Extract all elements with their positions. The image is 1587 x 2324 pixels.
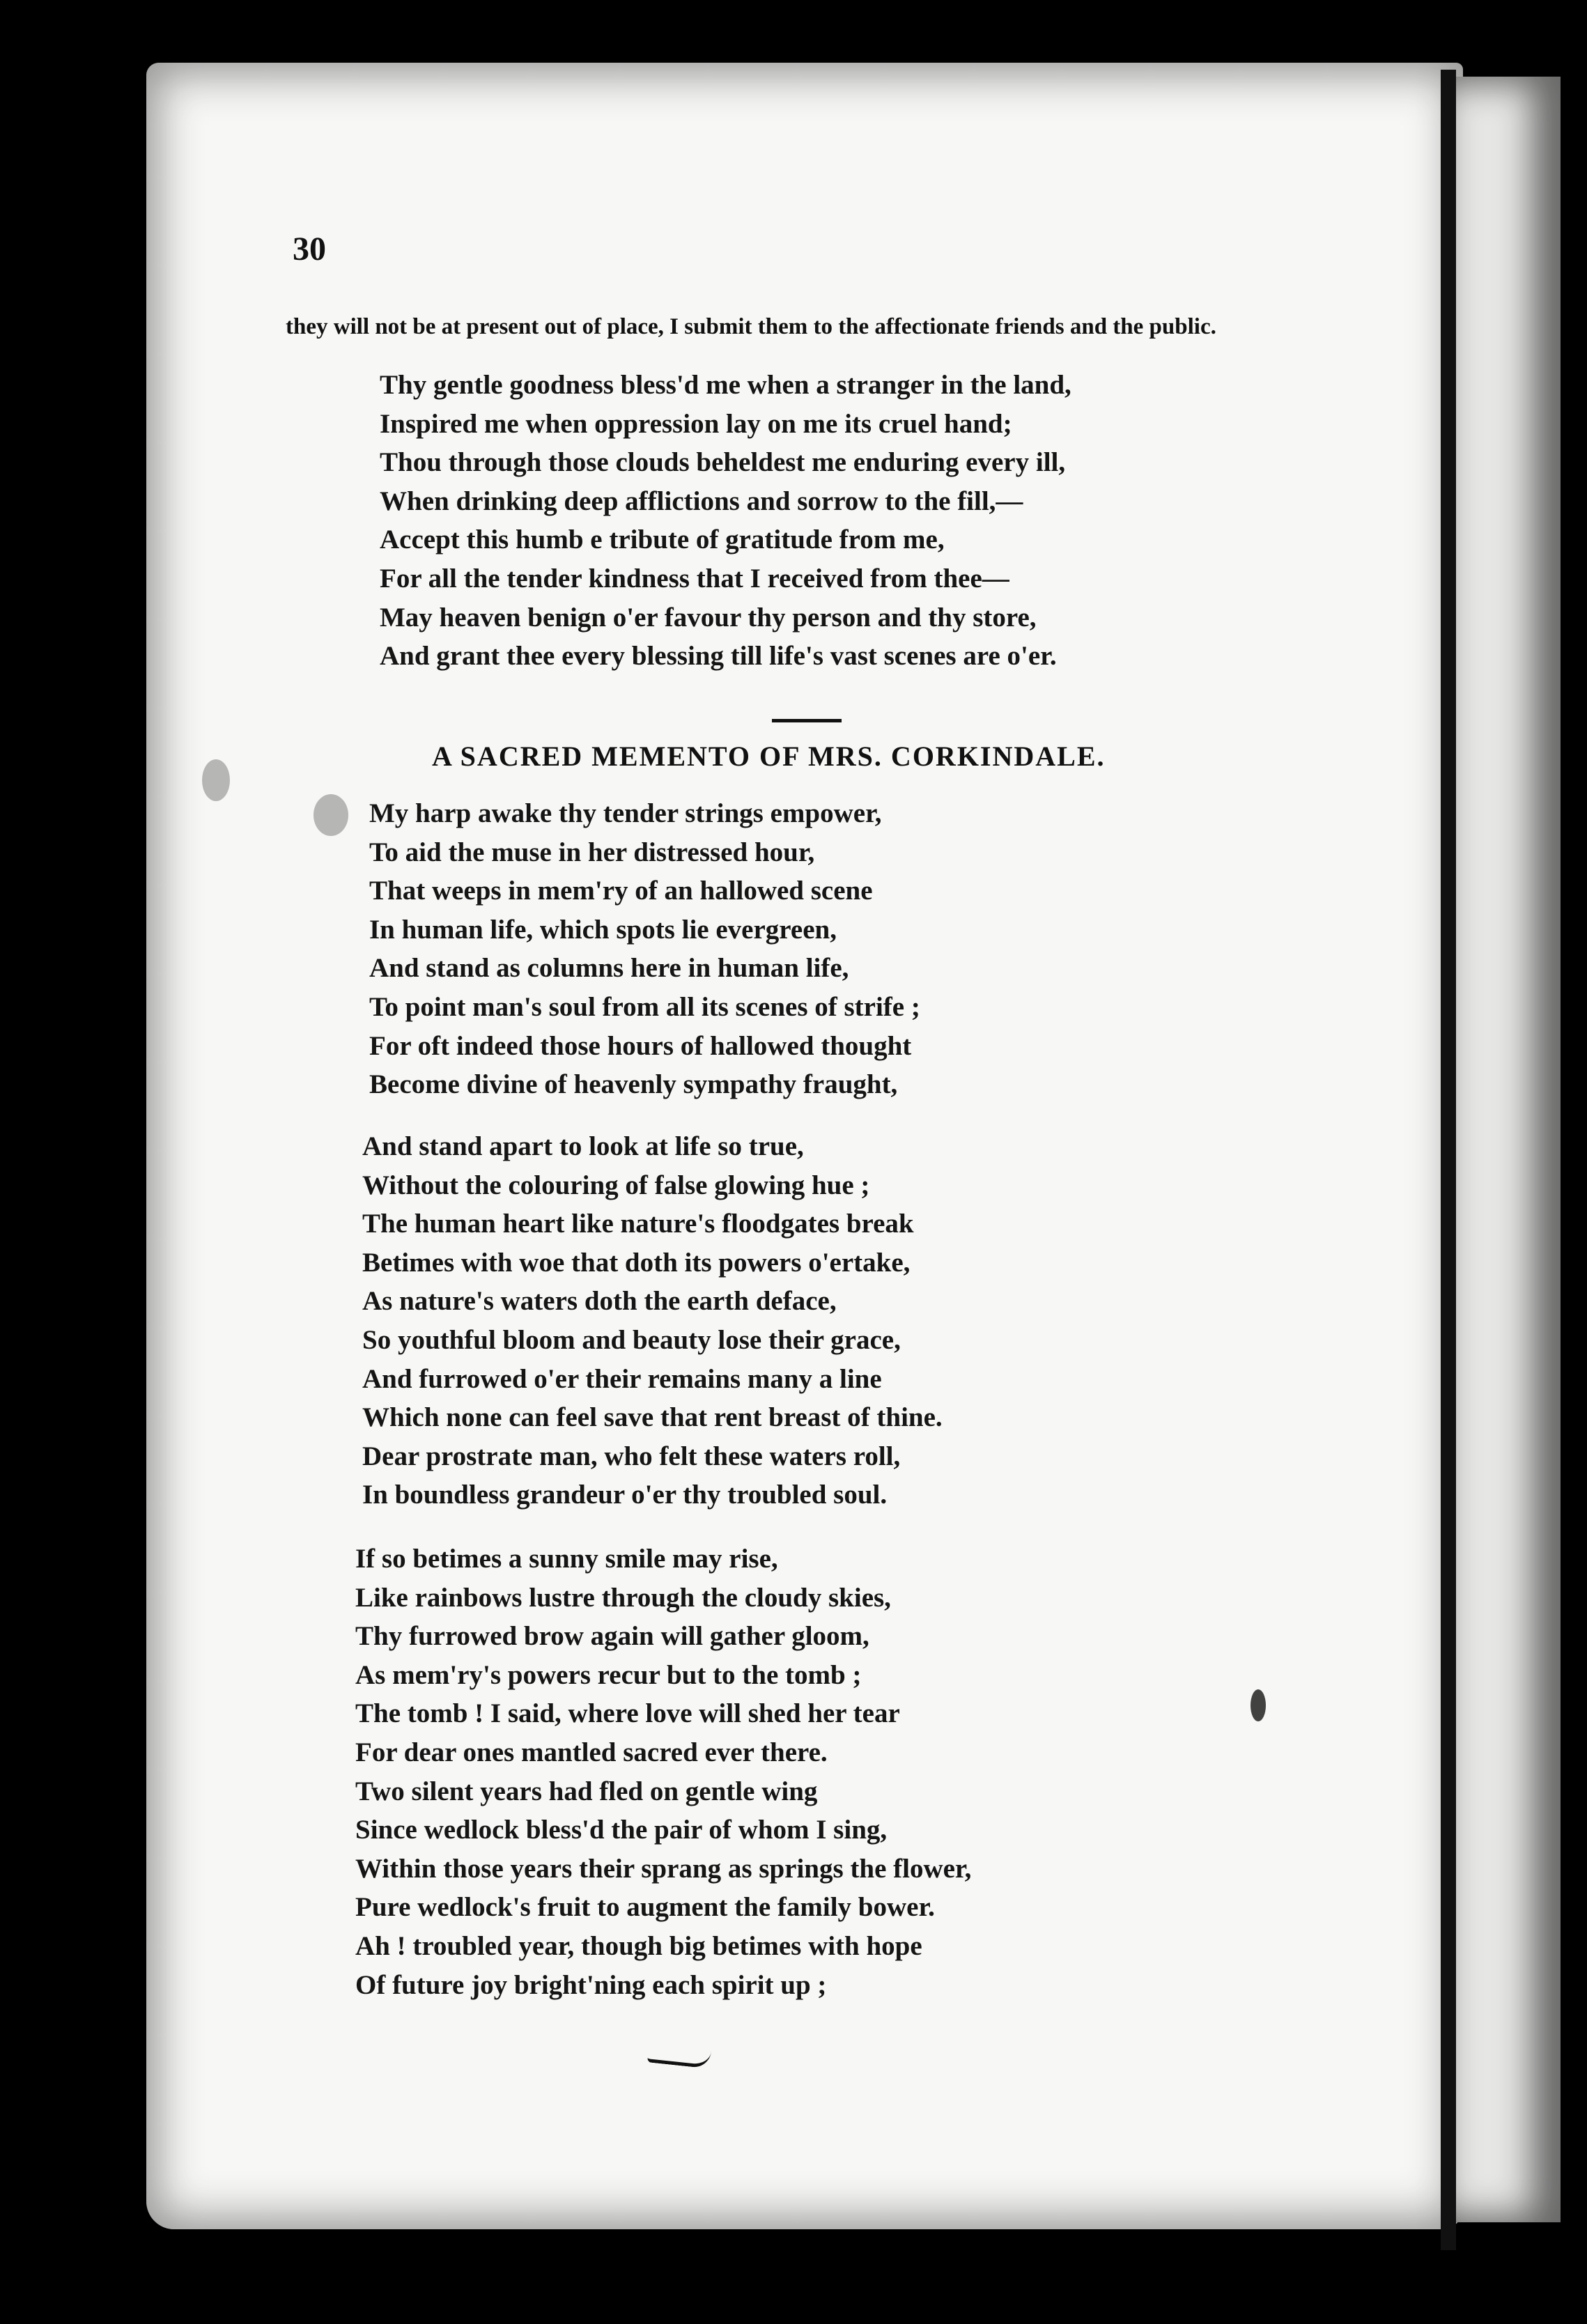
poem-line: And furrowed o'er their remains many a line	[362, 1363, 882, 1394]
poem-line: To point man's soul from all its scenes of strife ;	[369, 991, 920, 1022]
poem-line: In boundless grandeur o'er thy troubled soul.	[362, 1480, 888, 1510]
poem-line: Pure wedlock's fruit to augment the family bower.	[355, 1892, 935, 1923]
poem-line: The tomb ! I said, where love will shed her tear	[355, 1698, 900, 1729]
poem-title: A SACRED MEMENTO OF MRS. CORKINDALE.	[432, 741, 1106, 772]
poem-line: Thy gentle goodness bless'd me when a stranger in the land,	[380, 370, 1071, 400]
poem-line: Inspired me when oppression lay on me its cruel hand;	[380, 408, 1012, 439]
poem-line: As mem'ry's powers recur but to the tomb ;	[355, 1659, 862, 1690]
ink-smudge	[313, 794, 348, 836]
poem-line: Two silent years had fled on gentle wing	[355, 1776, 818, 1806]
intro-paragraph: they will not be at present out of place, I submit them to the affectionate friends and the public.	[286, 314, 1216, 339]
facing-page-edge	[1456, 77, 1561, 2222]
poem-stanza-3	[355, 1540, 971, 2004]
poem-stanza-1	[369, 794, 920, 1104]
poem-line: For all the tender kindness that I received from thee—	[380, 563, 1009, 594]
ink-smudge	[202, 759, 230, 801]
poem-line: Dear prostrate man, who felt these waters roll,	[362, 1441, 901, 1471]
poem-line: And stand apart to look at life so true,	[362, 1131, 804, 1161]
poem-line: For oft indeed those hours of hallowed thought	[369, 1030, 912, 1061]
poem-line: So youthful bloom and beauty lose their grace,	[362, 1324, 901, 1355]
poem-line: Accept this humb e tribute of gratitude from me,	[380, 525, 945, 555]
poem-line: Of future joy bright'ning each spirit up ;	[355, 1969, 827, 2000]
poem-line: Within those years their sprang as springs the flower,	[355, 1853, 972, 1884]
poem-line: Since wedlock bless'd the pair of whom I sing,	[355, 1815, 888, 1845]
poem-line: When drinking deep afflictions and sorrow to the fill,—	[380, 486, 1023, 516]
poem-line: Without the colouring of false glowing hue ;	[362, 1170, 870, 1200]
poem-line: My harp awake thy tender strings empower,	[369, 798, 882, 828]
page-gutter	[1441, 70, 1456, 2250]
poem-line: Thou through those clouds beheldest me enduring every ill,	[380, 447, 1066, 478]
poem-line: Ah ! troubled year, though big betimes with hope	[355, 1930, 922, 1961]
poem-line: May heaven benign o'er favour thy person and thy store,	[380, 602, 1037, 633]
poem-line: If so betimes a sunny smile may rise,	[355, 1544, 778, 1574]
poem-line: As nature's waters doth the earth deface,	[362, 1286, 837, 1317]
poem-line: Which none can feel save that rent breast of thine.	[362, 1402, 943, 1433]
poem-line: And stand as columns here in human life,	[369, 953, 849, 984]
poem-stanza-2	[362, 1127, 943, 1515]
poem-line: That weeps in mem'ry of an hallowed scene	[369, 876, 873, 906]
poem-line: Thy furrowed brow again will gather gloom,	[355, 1621, 869, 1652]
poem-line: And grant thee every blessing till life's vast scenes are o'er.	[380, 641, 1057, 672]
poem-line: For dear ones mantled sacred ever there.	[355, 1737, 828, 1767]
poem-line: Betimes with woe that doth its powers o'ertake,	[362, 1247, 911, 1278]
poem-line: Become divine of heavenly sympathy fraught,	[369, 1069, 898, 1100]
page-number: 30	[293, 231, 326, 268]
first-poem	[380, 366, 1071, 676]
poem-line: To aid the muse in her distressed hour,	[369, 837, 815, 867]
section-divider	[772, 719, 842, 722]
poem-line: Like rainbows lustre through the cloudy skies,	[355, 1582, 891, 1613]
poem-line: In human life, which spots lie evergreen,	[369, 914, 837, 945]
poem-line: The human heart like nature's floodgates break	[362, 1209, 914, 1239]
ink-smudge	[1251, 1689, 1266, 1721]
